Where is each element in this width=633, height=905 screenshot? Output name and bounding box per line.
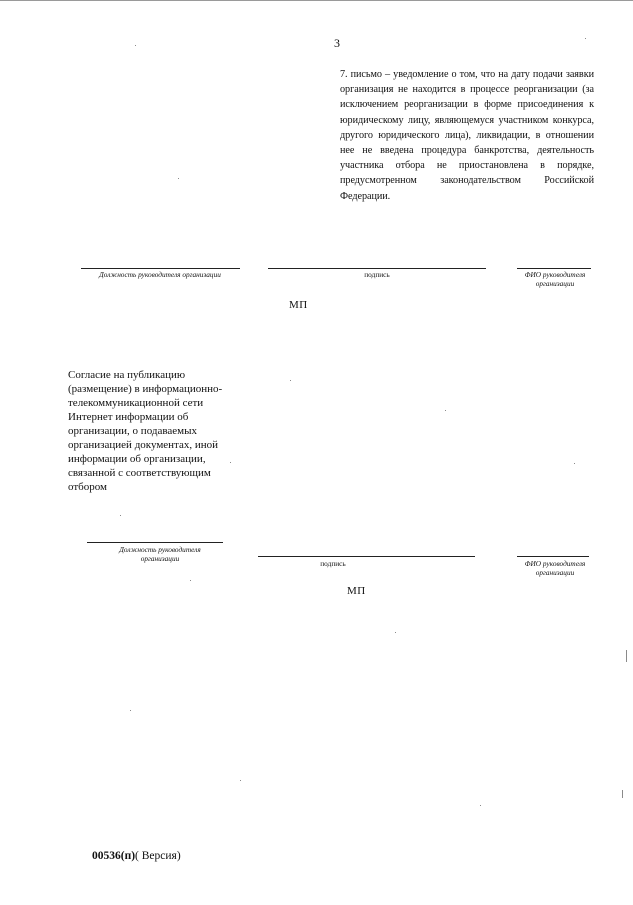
scan-speck (445, 410, 446, 411)
signature-caption: подпись (320, 559, 346, 568)
signature-caption: подпись (364, 270, 390, 279)
name-line (517, 556, 589, 557)
scan-speck (480, 805, 481, 806)
scan-speck (585, 38, 586, 39)
page-number: 3 (334, 36, 340, 50)
position-line (87, 542, 223, 543)
item-7-paragraph: 7. письмо – уведомление о том, что на дату подачи заявки организация не находится в процессе реорганизации (за исключением реорганизации в форме присоединения к юридическому лицу, являющемуся участником конкурса, другого юридического лица), ликвидации, в отношении нее не введена процедура банкротства, деятельность участника отбора не приостановлена в порядке, предусмотренном законодательством Российской Федерации. (340, 69, 594, 202)
top-border-line (0, 0, 633, 1)
scan-edge-mark (622, 790, 623, 798)
document-code: 00536(п) (92, 850, 136, 862)
scan-speck (230, 462, 231, 463)
scan-speck (290, 380, 291, 381)
position-line (81, 268, 240, 269)
scan-speck (135, 45, 136, 46)
scan-speck (178, 178, 179, 179)
scan-speck (120, 515, 121, 516)
document-id (92, 850, 181, 862)
position-caption: Должность руководителя организации (119, 545, 201, 563)
document-version: ( Версия) (135, 850, 181, 862)
scan-speck (130, 710, 131, 711)
stamp-place-label: МП (347, 585, 366, 597)
scan-speck (240, 780, 241, 781)
scan-speck (574, 463, 575, 464)
signature-line (268, 268, 486, 269)
signature-line (258, 556, 475, 557)
consent-text: Согласие на публикацию (размещение) в информационно-телекоммуникационной сети Интернет информации об организации, о подаваемых организацией документах, иной информации об организации, связанной с соответствующим отбором (68, 369, 223, 493)
scan-speck (395, 632, 396, 633)
name-caption: ФИО руководителя организации (524, 270, 586, 288)
position-caption: Должность руководителя организации (99, 270, 221, 279)
scan-edge-mark (626, 650, 627, 662)
scan-speck (190, 580, 191, 581)
stamp-place-label: МП (289, 299, 308, 311)
name-line (517, 268, 591, 269)
name-caption: ФИО руководителя организации (524, 559, 586, 577)
